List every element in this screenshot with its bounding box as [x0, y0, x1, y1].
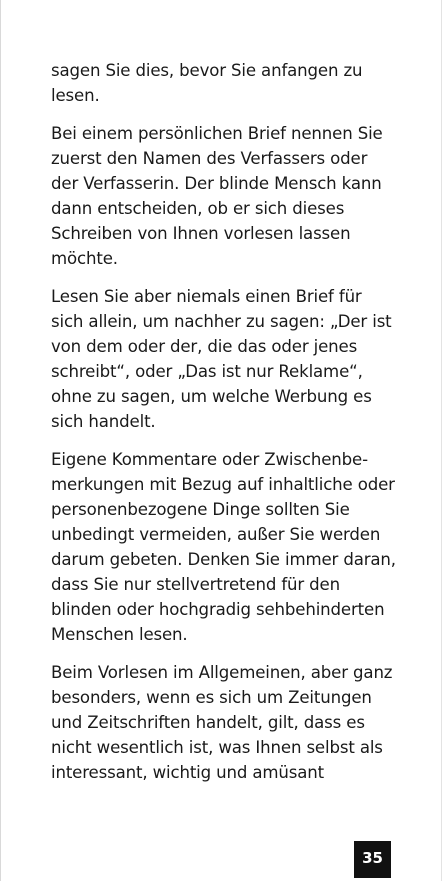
paragraph: sagen Sie dies, bevor Sie anfangen zu lesen. — [51, 61, 363, 106]
paragraph: Lesen Sie aber niemals einen Brief für sich allein, um nachher zu sagen: „Der ist von dem oder der, die das oder jenes schreibt“, oder „Das ist nur Reklame“, ohne zu sagen, um welche Werbung es sich handelt. — [51, 286, 392, 432]
paragraph: Beim Vorlesen im Allgemeinen, aber ganz besonders, wenn es sich um Zeitungen und Zeitschriften handelt, gilt, dass es nicht wesentlich ist, was Ihnen selbst als interessant, wichtig und amüsant — [51, 663, 393, 783]
page-number: 35 — [354, 841, 391, 878]
body-text — [51, 58, 396, 798]
paragraph: Eigene Kommentare oder Zwischenbemerkungen mit Bezug auf inhaltliche oder personenbezogene Dinge sollten Sie unbedingt vermeiden, außer Sie werden darum gebeten. Denken Sie immer daran, dass Sie nur stellvertretend für den blinden oder hochgradig sehbehinderten Menschen lesen. — [51, 449, 396, 645]
paragraph: Bei einem persönlichen Brief nennen Sie zuerst den Namen des Verfassers oder der Verfasserin. Der blinde Mensch kann dann entscheiden, ob er sich dieses Schreiben von Ihnen vorlesen lassen möchte. — [51, 123, 383, 269]
page-left-edge — [0, 0, 1, 881]
